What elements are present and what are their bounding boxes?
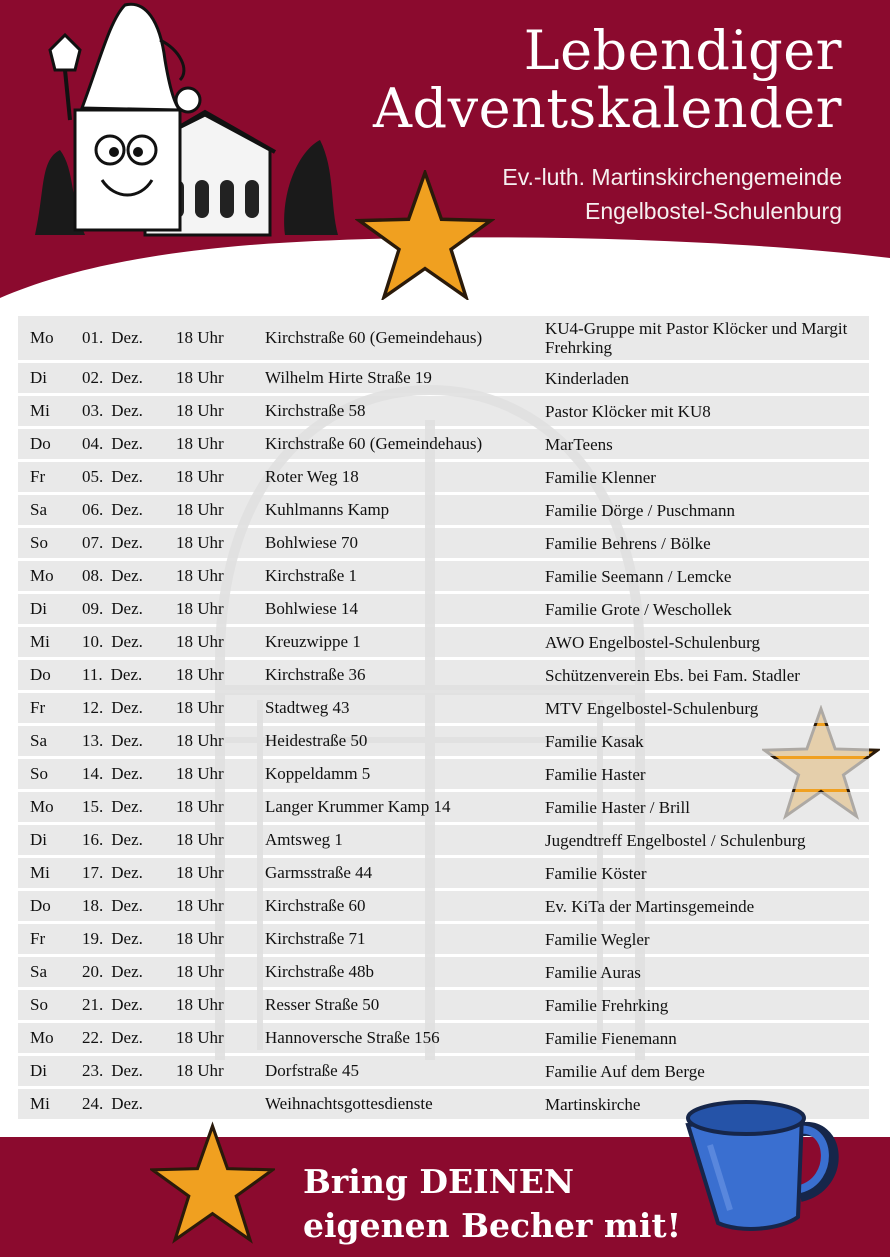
church-mascot-illustration (30, 0, 340, 245)
page-title (373, 19, 842, 140)
date-month: Dez. (111, 962, 143, 981)
host-cell: Jugendtreff Engelbostel / Schulenburg (533, 825, 869, 855)
host-cell: Familie Haster (533, 759, 869, 789)
day-cell: So (18, 759, 70, 789)
place-cell: Kuhlmanns Kamp (253, 495, 533, 525)
date-month: Dez. (111, 929, 143, 948)
schedule-row (18, 528, 869, 558)
host-cell: Familie Behrens / Bölke (533, 528, 869, 558)
date-month: Dez. (111, 533, 143, 552)
schedule-row (18, 660, 869, 690)
time-cell: 18 Uhr (164, 924, 253, 954)
date-month: Dez. (111, 467, 143, 486)
schedule-row (18, 825, 869, 855)
date-cell (70, 1089, 164, 1119)
date-day-number: 20. (82, 962, 104, 981)
host-cell: AWO Engelbostel-Schulenburg (533, 627, 869, 657)
date-month: Dez. (111, 632, 143, 651)
date-cell (70, 1023, 164, 1053)
date-cell (70, 495, 164, 525)
schedule-row (18, 891, 869, 921)
date-cell (70, 858, 164, 888)
date-cell (70, 924, 164, 954)
place-cell: Amtsweg 1 (253, 825, 533, 855)
place-cell: Kirchstraße 60 (Gemeindehaus) (253, 316, 533, 360)
time-cell (164, 1089, 253, 1119)
schedule-row (18, 693, 869, 723)
host-cell: Schützenverein Ebs. bei Fam. Stadler (533, 660, 869, 690)
date-day-number: 15. (82, 797, 104, 816)
time-cell: 18 Uhr (164, 594, 253, 624)
date-day-number: 09. (82, 599, 104, 618)
day-cell: Do (18, 429, 70, 459)
date-cell (70, 726, 164, 756)
schedule-row (18, 858, 869, 888)
place-cell: Garmsstraße 44 (253, 858, 533, 888)
date-day-number: 10. (82, 632, 104, 651)
place-cell: Kirchstraße 58 (253, 396, 533, 426)
date-month: Dez. (111, 328, 143, 347)
date-day-number: 11. (82, 665, 103, 684)
schedule-row (18, 924, 869, 954)
date-day-number: 23. (82, 1061, 104, 1080)
schedule-row (18, 792, 869, 822)
date-day-number: 04. (82, 434, 104, 453)
day-cell: Mo (18, 316, 70, 360)
time-cell: 18 Uhr (164, 627, 253, 657)
page-subtitle (502, 160, 842, 228)
date-month: Dez. (111, 566, 143, 585)
time-cell: 18 Uhr (164, 316, 253, 360)
time-cell: 18 Uhr (164, 891, 253, 921)
time-cell: 18 Uhr (164, 858, 253, 888)
day-cell: Mo (18, 561, 70, 591)
date-cell (70, 316, 164, 360)
place-cell: Resser Straße 50 (253, 990, 533, 1020)
date-day-number: 02. (82, 368, 104, 387)
day-cell: Di (18, 594, 70, 624)
place-cell: Bohlwiese 70 (253, 528, 533, 558)
day-cell: Mo (18, 1023, 70, 1053)
schedule-body (18, 316, 869, 1119)
day-cell: Do (18, 891, 70, 921)
mug-icon (680, 1085, 850, 1235)
date-month: Dez. (111, 797, 143, 816)
host-cell: Familie Fienemann (533, 1023, 869, 1053)
date-cell (70, 660, 164, 690)
day-cell: Di (18, 1056, 70, 1086)
time-cell: 18 Uhr (164, 462, 253, 492)
date-cell (70, 462, 164, 492)
date-month: Dez. (111, 1094, 143, 1113)
star-icon (355, 170, 495, 300)
date-day-number: 07. (82, 533, 104, 552)
host-cell: MarTeens (533, 429, 869, 459)
date-cell (70, 825, 164, 855)
date-cell (70, 561, 164, 591)
time-cell: 18 Uhr (164, 825, 253, 855)
date-month: Dez. (111, 500, 143, 519)
schedule-row (18, 627, 869, 657)
schedule-row (18, 1023, 869, 1053)
time-cell: 18 Uhr (164, 363, 253, 393)
date-cell (70, 693, 164, 723)
date-month: Dez. (111, 698, 143, 717)
place-cell: Dorfstraße 45 (253, 1056, 533, 1086)
host-cell: Familie Auf dem Berge (533, 1056, 869, 1086)
date-day-number: 13. (82, 731, 104, 750)
date-day-number: 03. (82, 401, 104, 420)
slogan-line-1: Bring DEINEN (303, 1162, 575, 1201)
date-month: Dez. (111, 830, 143, 849)
time-cell: 18 Uhr (164, 693, 253, 723)
slogan-line-2: eigenen Becher mit! (303, 1206, 682, 1245)
date-month: Dez. (111, 995, 143, 1014)
date-month: Dez. (110, 665, 143, 684)
day-cell: So (18, 990, 70, 1020)
date-day-number: 16. (82, 830, 104, 849)
title-line-1: Lebendiger (523, 19, 842, 82)
date-cell (70, 1056, 164, 1086)
host-cell: Familie Kasak (533, 726, 869, 756)
place-cell: Roter Weg 18 (253, 462, 533, 492)
host-cell: Kinderladen (533, 363, 869, 393)
day-cell: Fr (18, 693, 70, 723)
day-cell: Sa (18, 957, 70, 987)
date-cell (70, 594, 164, 624)
host-cell: Familie Frehrking (533, 990, 869, 1020)
schedule-row (18, 316, 869, 360)
host-cell: Familie Dörge / Puschmann (533, 495, 869, 525)
place-cell: Hannoversche Straße 156 (253, 1023, 533, 1053)
date-cell (70, 429, 164, 459)
time-cell: 18 Uhr (164, 990, 253, 1020)
date-day-number: 19. (82, 929, 104, 948)
place-cell: Wilhelm Hirte Straße 19 (253, 363, 533, 393)
place-cell: Weihnachtsgottesdienste (253, 1089, 533, 1119)
date-month: Dez. (111, 1028, 143, 1047)
day-cell: Mi (18, 627, 70, 657)
day-cell: Sa (18, 726, 70, 756)
time-cell: 18 Uhr (164, 396, 253, 426)
star-icon (150, 1118, 275, 1248)
date-month: Dez. (111, 731, 143, 750)
date-cell (70, 759, 164, 789)
place-cell: Bohlwiese 14 (253, 594, 533, 624)
time-cell: 18 Uhr (164, 561, 253, 591)
schedule-row (18, 462, 869, 492)
time-cell: 18 Uhr (164, 759, 253, 789)
date-month: Dez. (111, 368, 143, 387)
place-cell: Kirchstraße 60 (253, 891, 533, 921)
schedule-row (18, 495, 869, 525)
time-cell: 18 Uhr (164, 1023, 253, 1053)
schedule-row (18, 759, 869, 789)
day-cell: Fr (18, 462, 70, 492)
title-line-2: Adventskalender (373, 77, 842, 140)
date-cell (70, 627, 164, 657)
day-cell: Do (18, 660, 70, 690)
place-cell: Kirchstraße 1 (253, 561, 533, 591)
schedule-table (18, 313, 869, 1122)
date-month: Dez. (111, 1061, 143, 1080)
day-cell: Mi (18, 396, 70, 426)
date-day-number: 06. (82, 500, 104, 519)
time-cell: 18 Uhr (164, 957, 253, 987)
host-cell: KU4-Gruppe mit Pastor Klöcker und Margit Frehrking (533, 316, 869, 360)
place-cell: Kirchstraße 36 (253, 660, 533, 690)
day-cell: Mi (18, 1089, 70, 1119)
date-cell (70, 528, 164, 558)
day-cell: Mi (18, 858, 70, 888)
place-cell: Stadtweg 43 (253, 693, 533, 723)
date-month: Dez. (111, 434, 143, 453)
place-cell: Kreuzwippe 1 (253, 627, 533, 657)
schedule-row (18, 726, 869, 756)
date-cell (70, 396, 164, 426)
date-cell (70, 363, 164, 393)
host-cell: Familie Klenner (533, 462, 869, 492)
time-cell: 18 Uhr (164, 660, 253, 690)
host-cell: Familie Köster (533, 858, 869, 888)
date-day-number: 01. (82, 328, 104, 347)
host-cell: Familie Grote / Weschollek (533, 594, 869, 624)
time-cell: 18 Uhr (164, 726, 253, 756)
day-cell: Mo (18, 792, 70, 822)
schedule-row (18, 363, 869, 393)
host-cell: Martinskirche (533, 1089, 869, 1119)
date-day-number: 18. (82, 896, 104, 915)
date-day-number: 05. (82, 467, 104, 486)
date-day-number: 12. (82, 698, 104, 717)
date-month: Dez. (111, 764, 143, 783)
day-cell: Di (18, 825, 70, 855)
host-cell: Familie Auras (533, 957, 869, 987)
time-cell: 18 Uhr (164, 429, 253, 459)
host-cell: Familie Wegler (533, 924, 869, 954)
date-month: Dez. (111, 599, 143, 618)
schedule-row (18, 561, 869, 591)
footer-slogan (303, 1160, 681, 1248)
host-cell: MTV Engelbostel-Schulenburg (533, 693, 869, 723)
date-day-number: 21. (82, 995, 104, 1014)
place-cell: Kirchstraße 71 (253, 924, 533, 954)
date-month: Dez. (111, 863, 143, 882)
date-month: Dez. (111, 896, 143, 915)
date-month: Dez. (111, 401, 143, 420)
date-day-number: 22. (82, 1028, 104, 1047)
place-cell: Koppeldamm 5 (253, 759, 533, 789)
schedule-row (18, 429, 869, 459)
schedule-row (18, 957, 869, 987)
date-cell (70, 957, 164, 987)
subtitle-line-1: Ev.-luth. Martinskirchengemeinde (502, 164, 842, 190)
date-day-number: 14. (82, 764, 104, 783)
date-day-number: 24. (82, 1094, 104, 1113)
schedule-row (18, 594, 869, 624)
day-cell: Sa (18, 495, 70, 525)
host-cell: Ev. KiTa der Martinsgemeinde (533, 891, 869, 921)
place-cell: Kirchstraße 48b (253, 957, 533, 987)
date-day-number: 17. (82, 863, 104, 882)
host-cell: Familie Haster / Brill (533, 792, 869, 822)
day-cell: Di (18, 363, 70, 393)
time-cell: 18 Uhr (164, 1056, 253, 1086)
date-cell (70, 792, 164, 822)
date-day-number: 08. (82, 566, 104, 585)
time-cell: 18 Uhr (164, 528, 253, 558)
date-cell (70, 891, 164, 921)
day-cell: So (18, 528, 70, 558)
schedule-row (18, 1056, 869, 1086)
subtitle-line-2: Engelbostel-Schulenburg (584, 198, 842, 224)
schedule-row (18, 396, 869, 426)
time-cell: 18 Uhr (164, 792, 253, 822)
host-cell: Pastor Klöcker mit KU8 (533, 396, 869, 426)
host-cell: Familie Seemann / Lemcke (533, 561, 869, 591)
day-cell: Fr (18, 924, 70, 954)
place-cell: Langer Krummer Kamp 14 (253, 792, 533, 822)
date-cell (70, 990, 164, 1020)
place-cell: Heidestraße 50 (253, 726, 533, 756)
place-cell: Kirchstraße 60 (Gemeindehaus) (253, 429, 533, 459)
schedule-row (18, 990, 869, 1020)
time-cell: 18 Uhr (164, 495, 253, 525)
